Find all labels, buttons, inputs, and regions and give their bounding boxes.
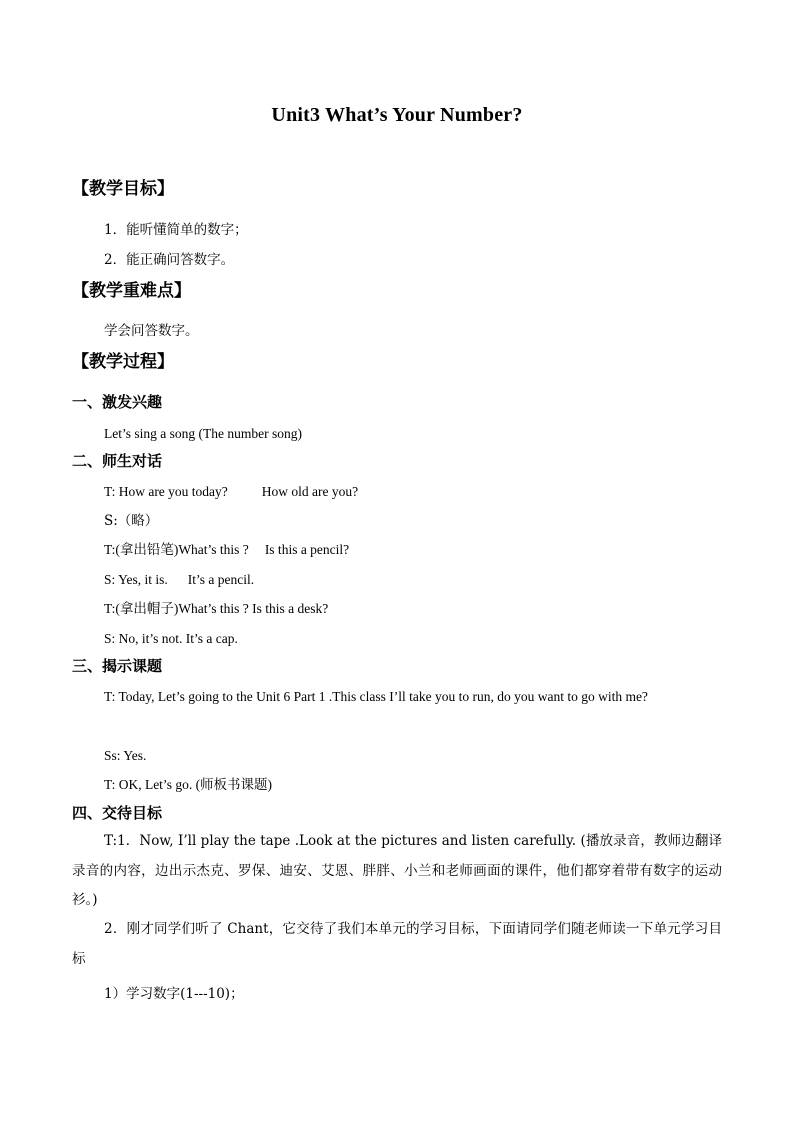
dialogue-text: S: Yes, it is. [104, 572, 168, 587]
step4-paragraph-1: T:1．Now, I’ll play the tape .Look at the pictures and listen carefully. (播放录音，教师边翻译录音的内容，边出示杰克、罗保、迪安、艾恩、胖胖、小兰和老师画面的课件，他们都穿着带有数字的运动衫。) [72, 833, 722, 908]
document-title: Unit3 What’s Your Number? [271, 104, 523, 126]
step1-line: Let’s sing a song (The number song) [104, 426, 302, 441]
dialogue-line [104, 483, 358, 501]
step3-line: T: OK, Let’s go. (师板书课题) [104, 777, 273, 792]
objective-item-1: 1．能听懂简单的数字； [104, 222, 248, 238]
dialogue-text: Is this a pencil? [264, 542, 350, 557]
dialogue-line [104, 541, 349, 559]
step1-heading: 一、激发兴趣 [72, 393, 163, 411]
objective-item-2: 2．能正确问答数字。 [104, 252, 235, 268]
dialogue-text: How old are you? [261, 484, 359, 499]
step4-paragraph-2: 2．刚才同学们听了 Chant，它交待了我们本单元的学习目标，下面请同学们随老师读一下单元学习目标 [72, 921, 722, 967]
step4-line: 1）学习数字(1---10)； [104, 986, 244, 1002]
step3-line: Ss: Yes. [104, 748, 147, 763]
dialogue-text: T:(拿出铅笔)What’s this ? [104, 542, 249, 557]
objectives-heading: 【教学目标】 [72, 179, 174, 199]
step4-heading: 四、交待目标 [72, 804, 163, 822]
dialogue-line: T:(拿出帽子)What’s this ? Is this a desk? [104, 601, 329, 616]
dialogue-line [104, 571, 254, 589]
step3-heading: 三、揭示课题 [72, 657, 163, 675]
process-heading: 【教学过程】 [72, 352, 174, 372]
dialogue-line: S:（略） [104, 513, 159, 529]
dialogue-text: It’s a pencil. [187, 572, 255, 587]
step3-paragraph: T: Today, Let’s going to the Unit 6 Part 1 .This class I’ll take you to run, do you want to go with me? [104, 689, 648, 704]
key-points-heading: 【教学重难点】 [72, 281, 191, 301]
key-points-text: 学会问答数字。 [104, 323, 199, 339]
step2-heading: 二、师生对话 [72, 452, 163, 470]
dialogue-line: S: No, it’s not. It’s a cap. [104, 631, 238, 646]
dialogue-text: T: How are you today? [104, 484, 228, 499]
